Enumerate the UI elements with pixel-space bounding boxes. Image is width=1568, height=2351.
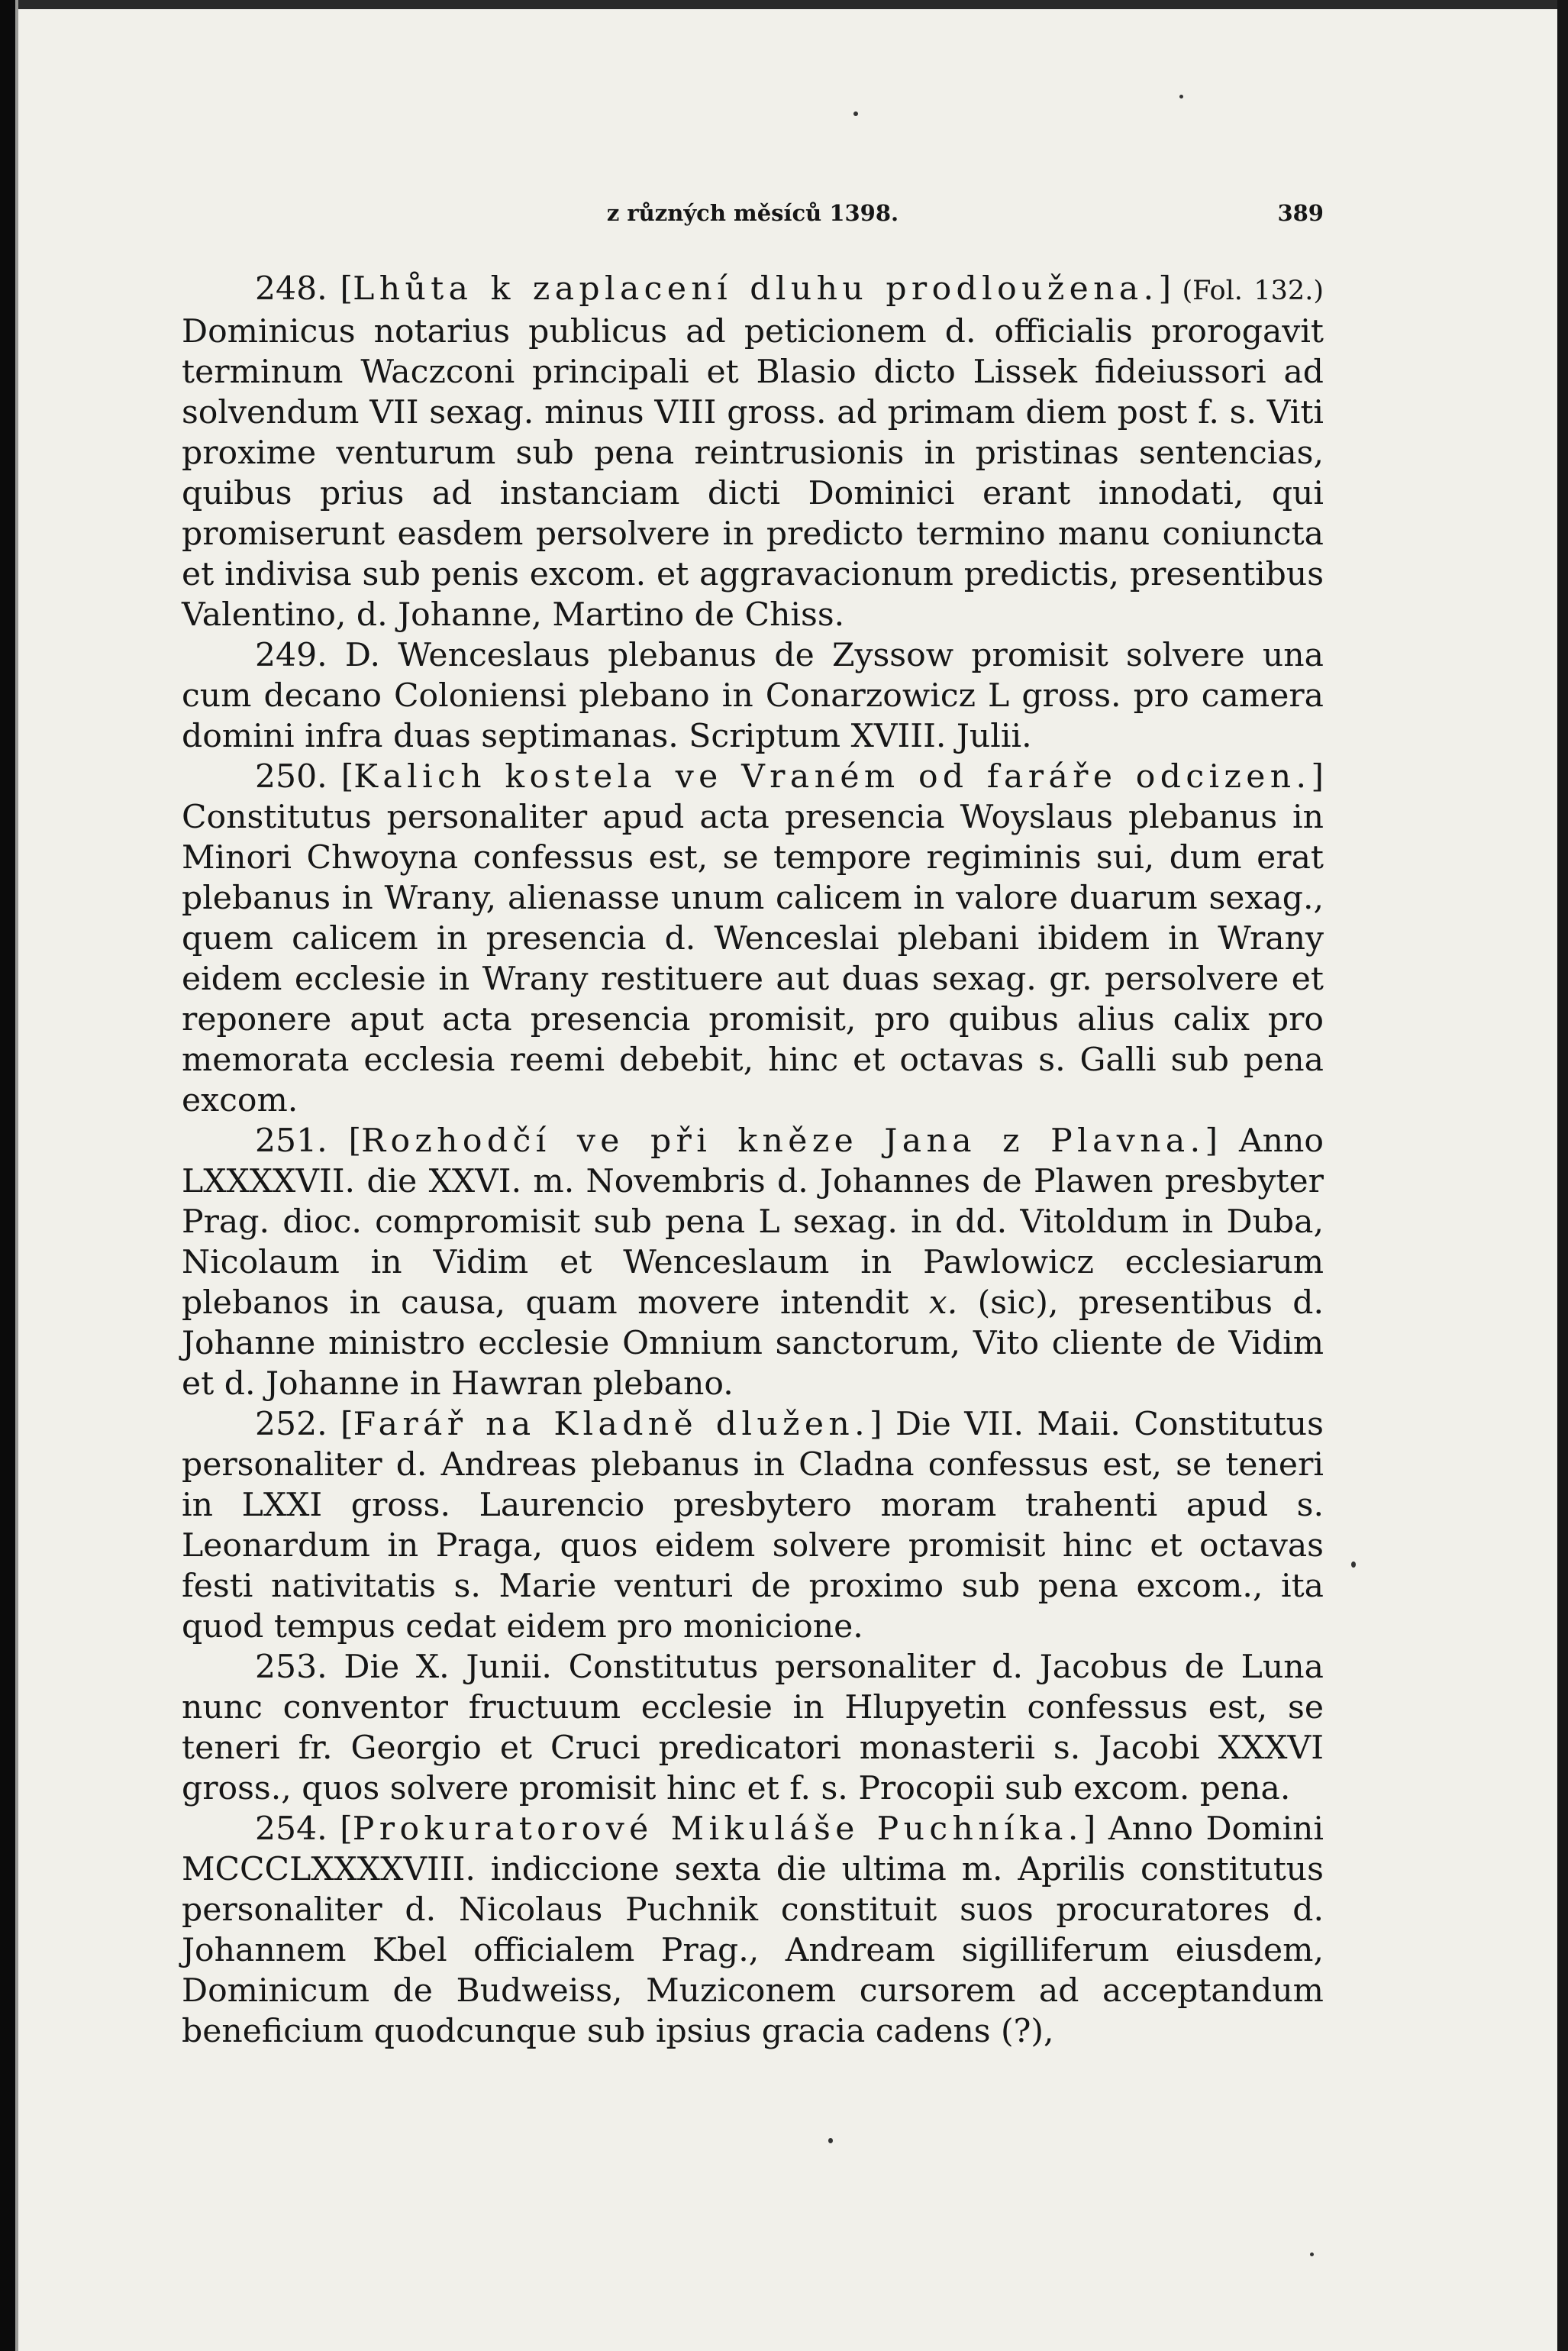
entry-text-italic: x. — [928, 1284, 958, 1322]
bracket-open: [ — [340, 1406, 353, 1443]
dust-speck — [828, 2138, 833, 2143]
entry-252 — [182, 1404, 1324, 1647]
entry-title: Prokuratorové Mikuláše Puchníka. — [352, 1810, 1083, 1848]
folio-reference: (Fol. 132.) — [1171, 276, 1324, 306]
entry-254 — [182, 1809, 1324, 2052]
dust-speck — [1179, 95, 1183, 98]
running-head — [182, 200, 1324, 231]
entry-text: Die X. Junii. Constitutus personaliter d. Jacobus de Luna nunc conventor fructuum ecclesie in Hlupyetin confessus est, se teneri fr. Georgio et Cruci predicatori monasterii s. Jacobi XXXVI gross., quos solvere promisit hinc et f. s. Procopii sub excom. pena. — [182, 1649, 1324, 1807]
entry-253 — [182, 1647, 1324, 1809]
entry-250 — [182, 757, 1324, 1121]
entry-text: Dominicus notarius publicus ad peticionem d. officialis prorogavit terminum Waczconi principali et Blasio dicto Lissek fideiussori ad solvendum VII sexag. minus VIII gross. ad primam diem post f. s. Viti proxime venturum sub pena reintrusionis in pristinas sentencias, quibus prius ad instanciam dicti Dominici erant innodati, qui promiserunt easdem persolvere in predicto termino manu coniuncta et indivisa sub penis excom. et aggravacionum predictis, presentibus Valentino, d. Johanne, Martino de Chiss. — [182, 313, 1324, 634]
bracket-close: ] — [1205, 1122, 1218, 1160]
bracket-close: ] — [1311, 758, 1324, 796]
entry-text: Anno Domini MCCCLXXXXVIII. indiccione sexta die ultima m. Aprilis constitutus personaliter d. Nicolaus Puchnik constituit suos procuratores d. Johannem Kbel officialem Prag., Andream sigilliferum eiusdem, Dominicum de Budweiss, Muziconem cursorem ad acceptandum beneficium quodcunque sub ipsius gracia cadens (?), — [182, 1810, 1324, 2050]
scan-edge-left-line — [15, 0, 18, 2351]
bracket-open: [ — [348, 1122, 362, 1160]
dust-speck — [853, 111, 858, 116]
entry-text: Constitutus personaliter apud acta presencia Woyslaus plebanus in Minori Chwoyna confessus est, se tempore regiminis sui, dum erat plebanus in Wrany, alienasse unum calicem in valore duarum sexag., quem calicem in presencia d. Wenceslai plebani ibidem in Wrany eidem ecclesie in Wrany restituere aut duas sexag. gr. persolvere et reponere aput acta presencia promisit, pro quibus alius calix pro memorata ecclesia reemi debebit, hinc et octavas s. Galli sub pena excom. — [182, 799, 1324, 1119]
scan-edge-top — [0, 0, 1568, 9]
page-number: 389 — [1277, 200, 1324, 226]
entry-number: 250. — [255, 758, 327, 796]
bracket-close: ] — [1158, 270, 1172, 308]
entry-text: Anno LXXXXVII. die XXVI. m. Novembris d. Johannes de Plawen presbyter Prag. dioc. compromisit sub pena L sexag. in dd. Vitoldum in Duba, Nicolaum in Vidim et Wenceslaum in Pawlowicz ecclesiarum plebanos in causa, quam movere intendit — [182, 1122, 1324, 1322]
scan-edge-left — [0, 0, 15, 2351]
running-title: z různých měsíců 1398. — [606, 200, 899, 226]
entry-text: D. Wenceslaus plebanus de Zyssow promisit solvere una cum decano Coloniensi plebano in Conarzowicz L gross. pro camera domini infra duas septimanas. Scriptum XVIII. Julii. — [182, 637, 1324, 755]
entry-251 — [182, 1121, 1324, 1404]
entry-title: Rozhodčí ve při kněze Jana z Plavna. — [361, 1122, 1205, 1160]
entry-249 — [182, 635, 1324, 757]
bracket-close: ] — [869, 1406, 882, 1443]
entry-248 — [182, 269, 1324, 635]
entry-title: Lhůta k zaplacení dluhu prodloužena. — [353, 270, 1159, 308]
entry-number: 252. — [255, 1406, 327, 1443]
bracket-close: ] — [1082, 1810, 1096, 1848]
entry-number: 248. — [255, 270, 327, 308]
entry-number: 249. — [255, 637, 327, 674]
entry-number: 251. — [255, 1122, 327, 1160]
document-body — [182, 269, 1324, 2052]
entry-text: Die VII. Maii. Constitutus personaliter d. Andreas plebanus in Cladna confessus est, se teneri in LXXI gross. Laurencio presbytero moram trahenti apud s. Leonardum in Praga, quos eidem solvere promisit hinc et octavas festi nativitatis s. Marie venturi de proximo sub pena excom., ita quod tempus cedat eidem pro monicione. — [182, 1406, 1324, 1645]
entry-title: Farář na Kladně dlužen. — [353, 1406, 870, 1443]
dust-speck — [1351, 1561, 1356, 1568]
bracket-open: [ — [340, 270, 353, 308]
scan-edge-right — [1557, 0, 1568, 2351]
bracket-open: [ — [340, 1810, 353, 1848]
entry-text-continued: (sic), presentibus d. Johanne ministro ecclesie Omnium sanctorum, Vito cliente de Vidim et d. Johanne in Hawran plebano. — [182, 1284, 1324, 1403]
entry-number: 254. — [255, 1810, 327, 1848]
bracket-open: [ — [340, 758, 354, 796]
dust-speck — [1310, 2253, 1314, 2256]
entry-title: Kalich kostela ve Vraném od faráře odcizen. — [353, 758, 1312, 796]
entry-number: 253. — [255, 1649, 327, 1686]
